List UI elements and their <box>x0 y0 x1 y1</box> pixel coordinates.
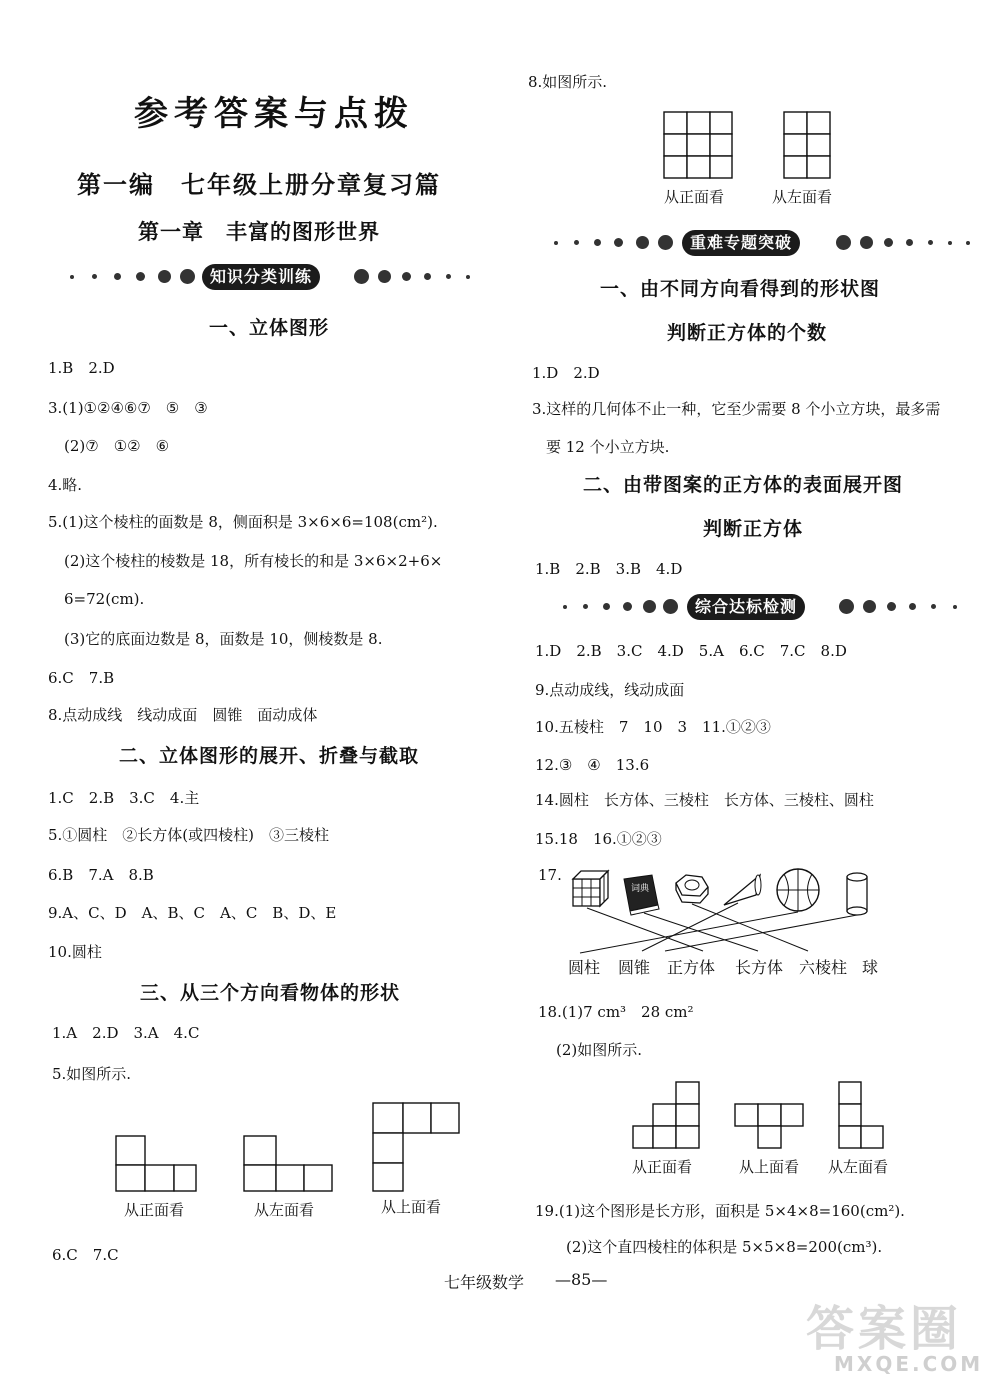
figure-18-caption-top: 从上面看 <box>739 1158 800 1176</box>
banner-key-topics-label: 重难专题突破 <box>682 230 800 256</box>
q17-matching-figure <box>560 865 890 965</box>
figure-8-caption-left: 从左面看 <box>772 188 833 206</box>
figure-5-caption-front: 从正面看 <box>124 1201 185 1219</box>
main-title: 参考答案与点拨 <box>134 94 414 134</box>
section-3-title: 三、从三个方向看物体的形状 <box>140 982 401 1004</box>
figure-8-left-view <box>780 108 834 182</box>
banner-knowledge <box>70 264 470 290</box>
answer-line: 要 12 个小立方块. <box>546 438 670 456</box>
answer-line: 3.(1)①②④⑥⑦ ⑤ ③ <box>48 399 208 417</box>
answer-line: (2)如图所示. <box>556 1041 643 1059</box>
answer-line: 19.(1)这个图形是长方形，面积是 5×4×8=160(cm²). <box>535 1202 905 1220</box>
section-2-title: 二、立体图形的展开、折叠与截取 <box>119 745 420 767</box>
figure-8-front-view <box>660 108 736 182</box>
topic-2-subtitle: 判断正方体 <box>703 518 804 540</box>
footer-page-number: —85— <box>555 1270 608 1289</box>
answer-line: 1.B 2.B 3.B 4.D <box>535 560 683 578</box>
answer-line: 6.C 7.B <box>48 669 115 687</box>
answer-line: (3)它的底面边数是 8，面数是 10，侧棱数是 8. <box>64 630 383 648</box>
answer-line: 6=72(cm). <box>64 590 145 608</box>
answer-line: 9.点动成线，线动成面 <box>535 681 685 699</box>
chapter-title: 第一章 丰富的图形世界 <box>138 219 380 244</box>
q17-caption: 正方体 <box>667 958 716 977</box>
part-title: 第一编 七年级上册分章复习篇 <box>77 170 441 199</box>
answer-line: 1.D 2.D <box>532 364 600 382</box>
answer-line: 8.点动成线 线动成面 圆锥 面动成体 <box>48 706 318 724</box>
answer-line: 6.B 7.A 8.B <box>48 866 154 884</box>
figure-18-caption-front: 从正面看 <box>632 1158 693 1176</box>
topic-1-subtitle: 判断正方体的个数 <box>667 322 828 344</box>
figure-18-caption-left: 从左面看 <box>828 1158 889 1176</box>
section-1-title: 一、立体图形 <box>209 317 330 339</box>
q17-caption: 长方体 <box>735 958 784 977</box>
figure-5-caption-left: 从左面看 <box>254 1201 315 1219</box>
answer-line: 5.(1)这个棱柱的面数是 8，侧面积是 3×6×6=108(cm²). <box>48 513 438 531</box>
watermark-url: MXQE.COM <box>834 1352 984 1376</box>
answer-line: 5.①圆柱 ②长方体(或四棱柱) ③三棱柱 <box>48 826 330 844</box>
figure-18-left-view <box>836 1079 888 1151</box>
q17-caption: 六棱柱 <box>799 958 848 977</box>
answer-line: 4.略. <box>48 476 83 494</box>
answer-line: 8.如图所示. <box>528 73 608 91</box>
cube-object <box>573 871 608 906</box>
watermark-logo: 答案圈 <box>806 1301 963 1357</box>
figure-8-caption-front: 从正面看 <box>664 188 725 206</box>
banner-comprehensive-label: 综合达标检测 <box>687 594 805 620</box>
topic-1-title: 一、由不同方向看得到的形状图 <box>600 278 881 300</box>
answer-line: 5.如图所示. <box>52 1065 132 1083</box>
q17-caption: 圆柱 <box>568 958 601 977</box>
q17-caption: 圆锥 <box>618 958 651 977</box>
answer-line: 12.③ ④ 13.6 <box>535 756 650 774</box>
answer-line: 1.D 2.B 3.C 4.D 5.A 6.C 7.C 8.D <box>535 642 847 660</box>
figure-18-front-view <box>630 1079 704 1151</box>
banner-knowledge-label: 知识分类训练 <box>202 264 320 290</box>
answer-line: 10.圆柱 <box>48 943 102 961</box>
answer-line: 1.A 2.D 3.A 4.C <box>52 1024 200 1042</box>
answer-line: (2)⑦ ①② ⑥ <box>64 437 170 455</box>
dictionary-object <box>624 875 659 915</box>
banner-comprehensive <box>563 594 963 620</box>
answer-line: (2)这个棱柱的棱数是 18，所有棱长的和是 3×6×2+6× <box>64 552 443 570</box>
answer-line: 1.B 2.D <box>48 359 115 377</box>
figure-18-top-view <box>732 1101 806 1151</box>
topic-2-title: 二、由带图案的正方体的表面展开图 <box>583 474 904 496</box>
answer-line: 15.18 16.①②③ <box>535 830 662 848</box>
cylinder-object <box>847 873 867 915</box>
figure-5-front-view <box>112 1132 198 1194</box>
footer-subject: 七年级数学 <box>444 1273 525 1292</box>
answer-line: 14.圆柱 长方体、三棱柱 长方体、三棱柱、圆柱 <box>535 791 874 809</box>
figure-5-left-view <box>240 1132 336 1194</box>
answer-line: 3.这样的几何体不止一种，它至少需要 8 个小立方块，最多需 <box>532 400 941 418</box>
banner-key-topics <box>554 230 974 256</box>
answer-line: 1.C 2.B 3.C 4.主 <box>48 789 200 807</box>
answer-line: 18.(1)7 cm³ 28 cm² <box>538 1003 694 1021</box>
answer-line: (2)这个直四棱柱的体积是 5×5×8=200(cm³). <box>566 1238 883 1256</box>
figure-5-top-view <box>369 1099 463 1195</box>
answer-line: 10.五棱柱 7 10 3 11.①②③ <box>535 718 771 736</box>
cone-object <box>724 875 761 905</box>
dictionary-label: 词典 <box>631 884 650 894</box>
q17-caption: 球 <box>862 958 879 977</box>
ball-object <box>777 869 819 911</box>
answer-line: 6.C 7.C <box>52 1246 119 1264</box>
q17-label: 17. <box>538 866 562 884</box>
figure-5-caption-top: 从上面看 <box>381 1198 442 1216</box>
hex-nut-object <box>676 875 708 903</box>
answer-line: 9.A、C、D A、B、C A、C B、D、E <box>48 904 337 922</box>
